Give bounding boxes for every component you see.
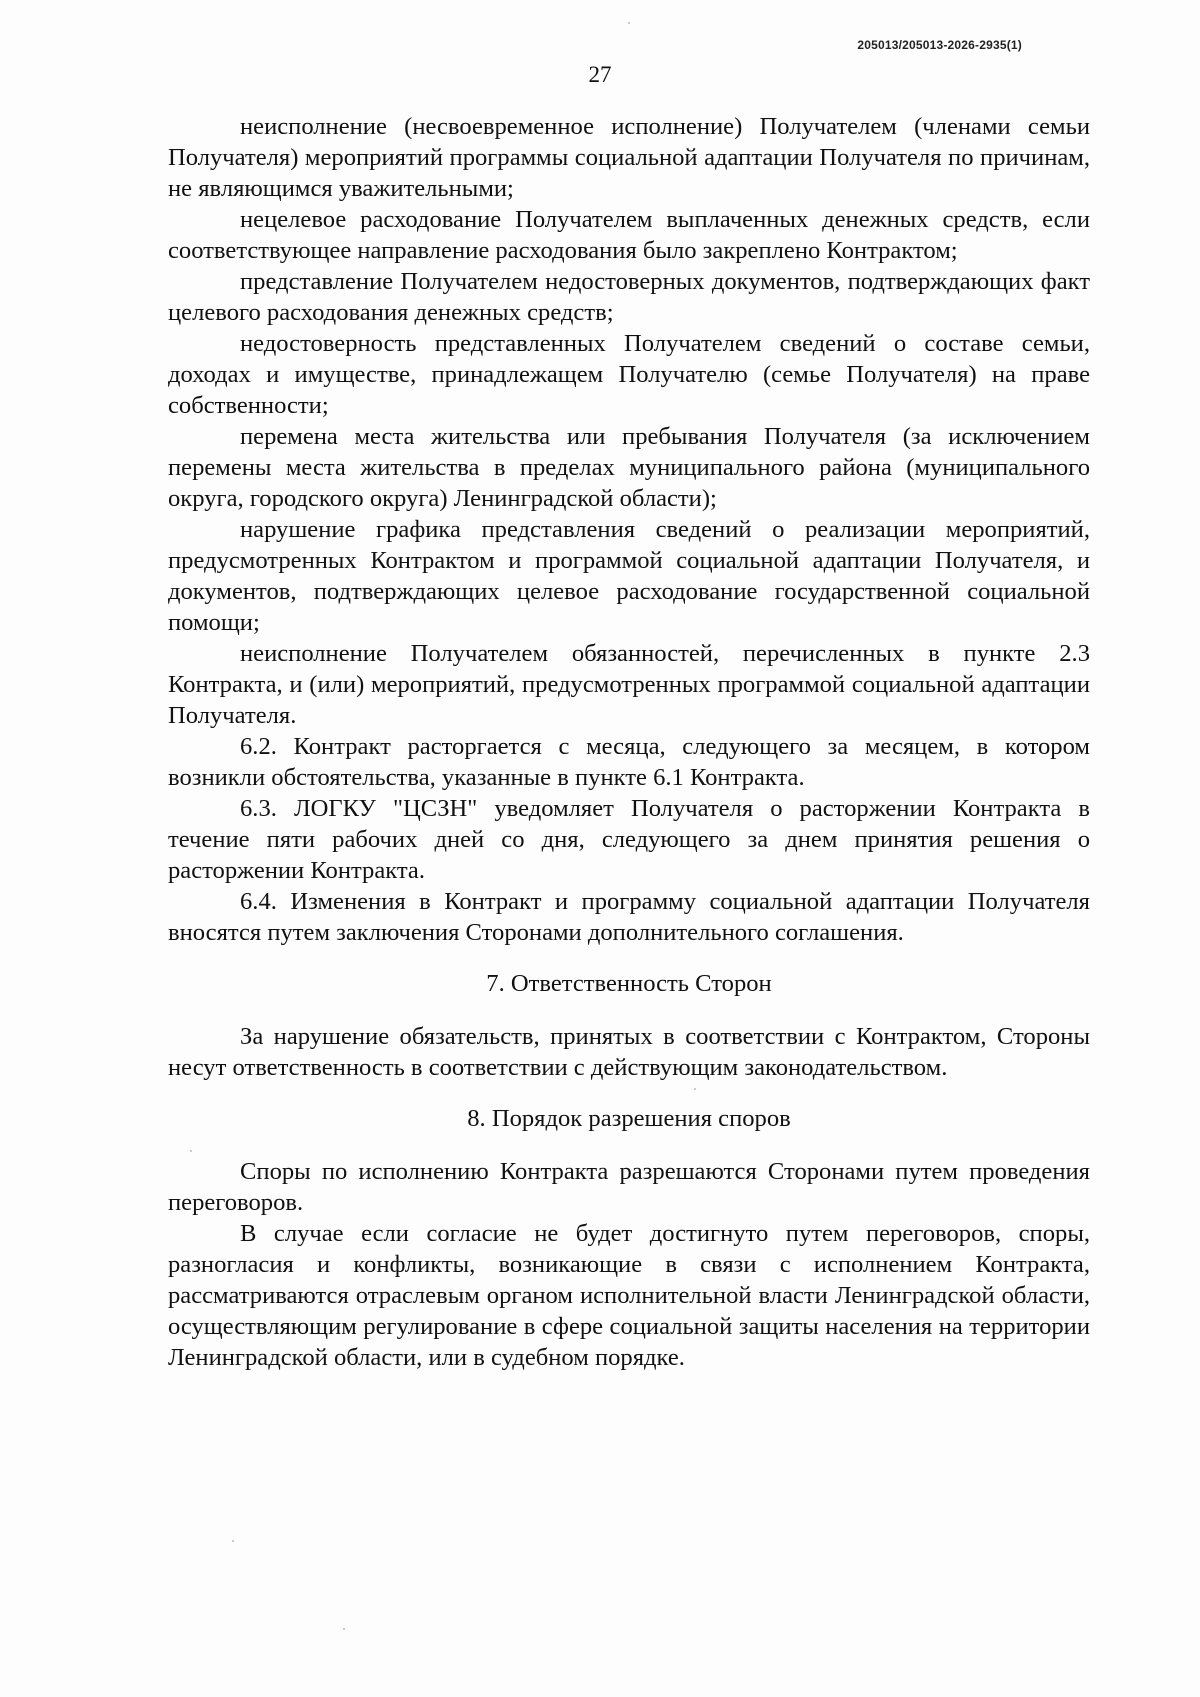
- paragraph: нарушение графика представления сведений о реализации мероприятий, предусмотренных Контрактом и программой социальной адаптации Получателя, и документов, подтверждающих целевое расходование государственной социальной помощи;: [168, 516, 1090, 636]
- document-body: [168, 111, 1090, 1373]
- page-number: 27: [588, 62, 612, 87]
- section-8-paragraph: В случае если согласие не будет достигнуто путем переговоров, споры, разногласия и конфликты, возникающие в связи с исполнением Контракта, рассматриваются отраслевым органом исполнительной власти Ленинградской области, осуществляющим регулирование в сфере социальной защиты населения на территории Ленинградской области, или в судебном порядке.: [168, 1220, 1090, 1371]
- scan-speck: [694, 1088, 696, 1090]
- paragraph: недостоверность представленных Получателем сведений о составе семьи, доходах и имуществе, принадлежащем Получателю (семье Получателя) на праве собственности;: [168, 330, 1090, 419]
- paragraph: нецелевое расходование Получателем выплаченных денежных средств, если соответствующее направление расходования было закреплено Контрактом;: [168, 206, 1090, 264]
- section-7-heading: 7. Ответственность Сторон: [486, 970, 772, 997]
- section-7-paragraph: За нарушение обязательств, принятых в соответствии с Контрактом, Стороны несут ответственность в соответствии с действующим законодательством.: [168, 1023, 1090, 1081]
- paragraph: неисполнение Получателем обязанностей, перечисленных в пункте 2.3 Контракта, и (или) мероприятий, предусмотренных программой социальной адаптации Получателя.: [168, 640, 1090, 729]
- scan-speck: [628, 22, 630, 24]
- scan-speck: [343, 1628, 345, 1630]
- document-id: 205013/205013-2026-2935(1): [857, 38, 1022, 52]
- paragraph: представление Получателем недостоверных документов, подтверждающих факт целевого расходования денежных средств;: [168, 268, 1090, 326]
- paragraph: неисполнение (несвоевременное исполнение) Получателем (членами семьи Получателя) мероприятий программы социальной адаптации Получателя по причинам, не являющимся уважительными;: [168, 113, 1090, 202]
- scan-speck: [190, 1150, 192, 1152]
- clause-6-2: 6.2. Контракт расторгается с месяца, следующего за месяцем, в котором возникли обстоятельства, указанные в пункте 6.1 Контракта.: [168, 733, 1090, 791]
- paragraph: перемена места жительства или пребывания Получателя (за исключением перемены места жительства в пределах муниципального района (муниципального округа, городского округа) Ленинградской области);: [168, 423, 1090, 512]
- clause-6-3: 6.3. ЛОГКУ "ЦСЗН" уведомляет Получателя о расторжении Контракта в течение пяти рабочих дней со дня, следующего за днем принятия решения о расторжении Контракта.: [168, 795, 1090, 884]
- scan-speck: [232, 1540, 234, 1542]
- clause-6-4: 6.4. Изменения в Контракт и программу социальной адаптации Получателя вносятся путем заключения Сторонами дополнительного соглашения.: [168, 888, 1090, 946]
- section-8-heading: 8. Порядок разрешения споров: [467, 1105, 791, 1132]
- section-8-paragraph: Споры по исполнению Контракта разрешаются Сторонами путем проведения переговоров.: [168, 1158, 1090, 1216]
